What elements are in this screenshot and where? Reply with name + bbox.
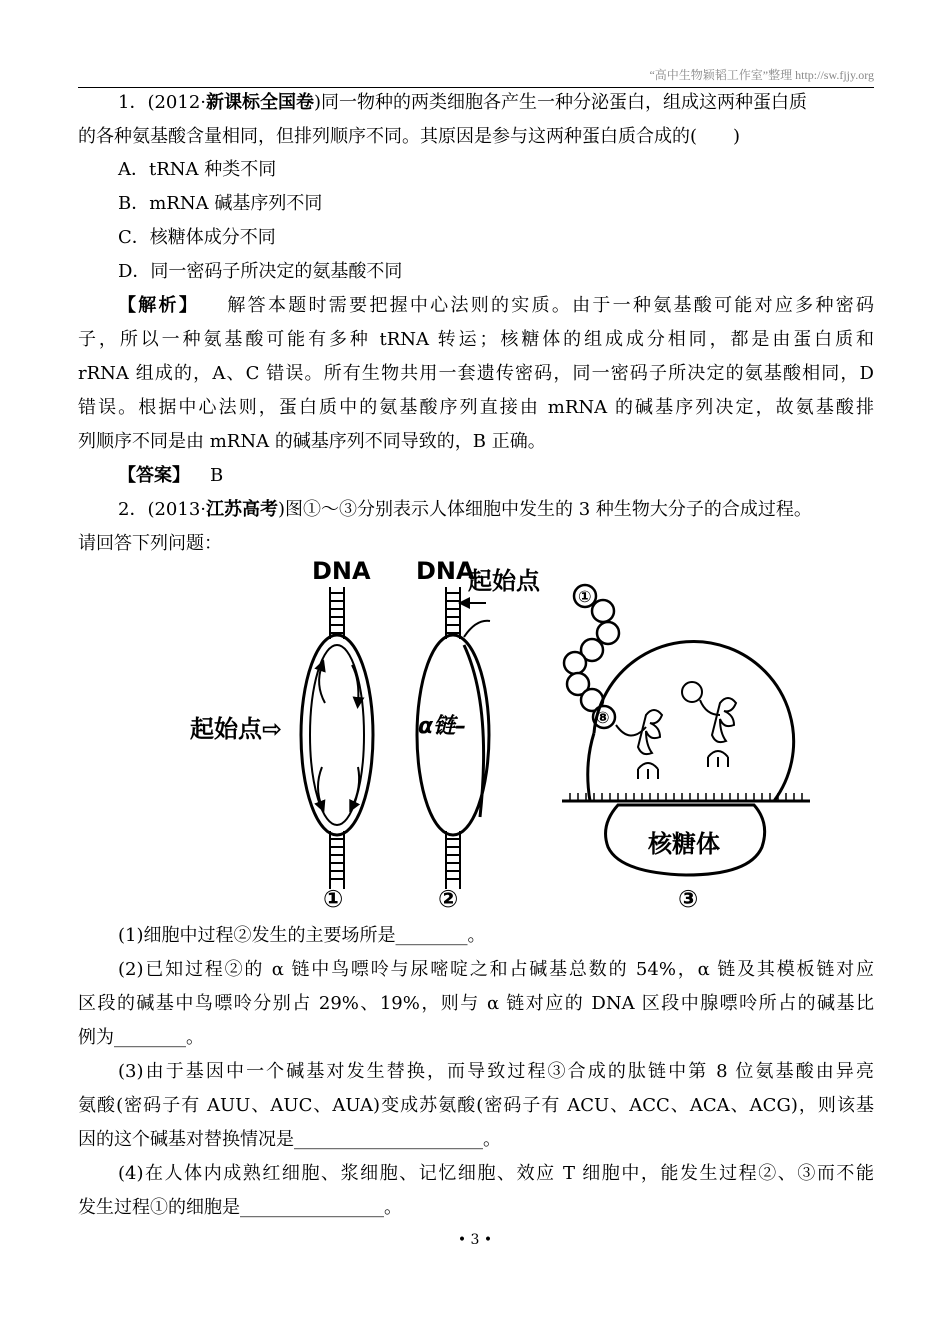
synthesis-figure bbox=[180, 555, 820, 915]
dna-label-2: DNA bbox=[416, 557, 475, 585]
diagram-2-transcription bbox=[416, 557, 541, 913]
sub-question-2-line3: 例为________。 bbox=[78, 1027, 204, 1048]
origin-label-2: 起始点 bbox=[468, 567, 540, 595]
ribosome-label: 核糖体 bbox=[648, 830, 720, 858]
sub-question-1: (1)细胞中过程②发生的主要场所是________。 bbox=[118, 925, 486, 946]
analysis-line3: rRNA 组成的，A、C 错误。所有生物共用一套遗传密码，同一密码子所决定的氨基酸相同，D bbox=[78, 363, 874, 384]
sub-question-4-line2: 发生过程①的细胞是________________。 bbox=[78, 1197, 402, 1218]
answer-value: B bbox=[210, 465, 224, 486]
analysis-label: 【解析】 bbox=[118, 295, 200, 316]
q2-line2: 请回答下列问题： bbox=[78, 533, 222, 554]
q1-option-a: A．tRNA 种类不同 bbox=[118, 159, 277, 180]
sub-question-4-line1: (4)在人体内成熟红细胞、浆细胞、记忆细胞、效应 T 细胞中，能发生过程②、③而不能 bbox=[118, 1163, 874, 1184]
q2-line1: 2．(2013·江苏高考)图①～③分别表示人体细胞中发生的 3 种生物大分子的合成过程。 bbox=[118, 499, 812, 520]
caption-2: ② bbox=[438, 885, 459, 913]
analysis-line4: 错误。根据中心法则，蛋白质中的氨基酸序列直接由 mRNA 的碱基序列决定，故氨基酸排 bbox=[78, 397, 874, 418]
answer-line bbox=[118, 465, 223, 487]
q1-line2: 的各种氨基酸含量相同，但排列顺序不同。其原因是参与这两种蛋白质合成的( ) bbox=[78, 126, 741, 147]
header-rule bbox=[78, 87, 874, 88]
dna-label-1: DNA bbox=[312, 557, 371, 585]
q1-line1: 1．(2012·新课标全国卷)同一物种的两类细胞各产生一种分泌蛋白，组成这两种蛋白质 bbox=[118, 92, 808, 113]
caption-3: ③ bbox=[678, 885, 699, 913]
answer-label: 【答案】 bbox=[118, 465, 190, 486]
sub-question-2-line1: (2)已知过程②的 α 链中鸟嘌呤与尿嘧啶之和占碱基总数的 54%，α 链及其模板链对应 bbox=[118, 959, 874, 980]
q1-option-c: C．核糖体成分不同 bbox=[118, 227, 276, 248]
page-number: • 3 • bbox=[457, 1232, 493, 1248]
sub-question-3-line1: (3)由于基因中一个碱基对发生替换，而导致过程③合成的肽链中第 8 位氨基酸由异亮 bbox=[118, 1061, 874, 1082]
origin-label-1: 起始点⇨ bbox=[190, 715, 283, 743]
sub-question-3-line3: 因的这个碱基对替换情况是_____________________。 bbox=[78, 1129, 501, 1150]
sub-question-2-line2: 区段的碱基中鸟嘌呤分别占 29%、19%，则与 α 链对应的 DNA 区段中腺嘌呤所占的碱基比 bbox=[78, 993, 874, 1014]
analysis-line5: 列顺序不同是由 mRNA 的碱基序列不同导致的，B 正确。 bbox=[78, 431, 546, 452]
page-header: “高中生物颖韬工作室”整理 http://sw.fjjy.org bbox=[649, 68, 874, 82]
analysis-line1: 【解析】 解答本题时需要把握中心法则的实质。由于一种氨基酸可能对应多种密码 bbox=[118, 295, 875, 316]
diagram-3-translation bbox=[548, 555, 820, 913]
bead-label-1: ① bbox=[578, 587, 592, 606]
q1-option-d: D．同一密码子所决定的氨基酸不同 bbox=[118, 261, 403, 282]
bead-label-8: ⑧ bbox=[596, 708, 610, 727]
q1-option-b: B．mRNA 碱基序列不同 bbox=[118, 193, 323, 214]
caption-1: ① bbox=[323, 885, 344, 913]
diagram-1-replication bbox=[190, 557, 373, 913]
sub-question-3-line2: 氨酸(密码子有 AUU、AUC、AUA)变成苏氨酸(密码子有 ACU、ACC、ACA、ACG)，则该基 bbox=[78, 1095, 874, 1116]
analysis-line2: 子，所以一种氨基酸可能有多种 tRNA 转运；核糖体的组成成分相同，都是由蛋白质和 bbox=[78, 329, 874, 350]
alpha-chain-label: α链– bbox=[418, 714, 467, 739]
